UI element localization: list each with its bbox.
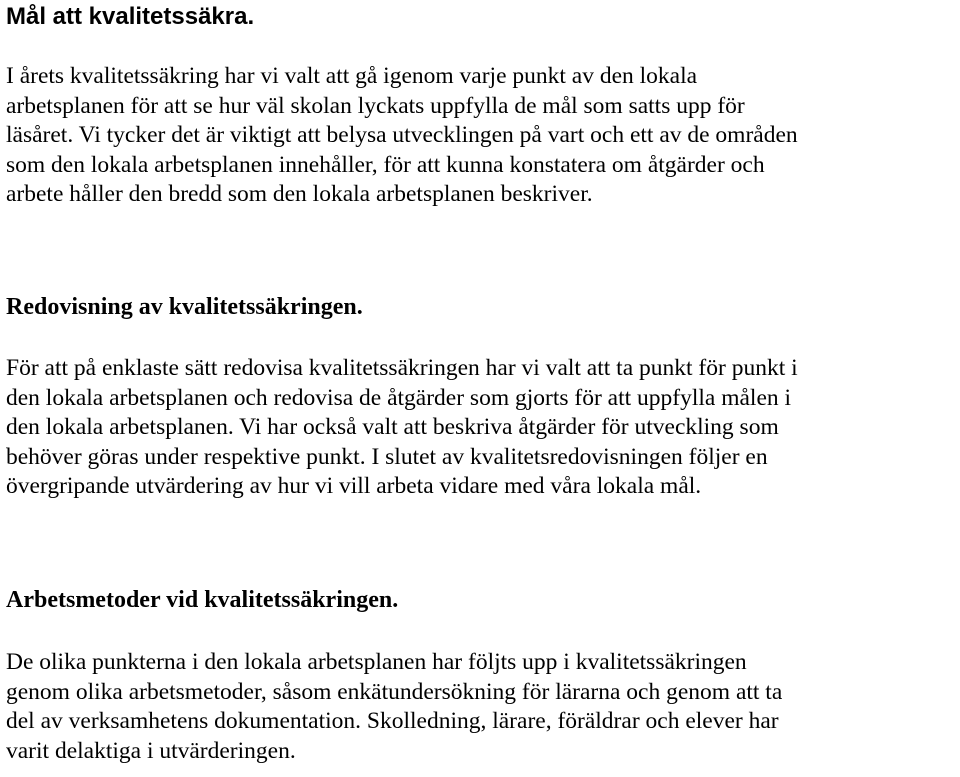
paragraph-line: varit delaktiga i utvärderingen. xyxy=(6,737,296,764)
paragraph-line: I årets kvalitetssäkring har vi valt att gå igenom varje punkt av den lokala xyxy=(6,63,698,89)
paragraph-line: behöver göras under respektive punkt. I slutet av kvalitetsredovisningen följer en xyxy=(6,443,768,470)
paragraph-line: övergripande utvärdering av hur vi vill arbeta vidare med våra lokala mål. xyxy=(6,473,702,499)
section-heading-arbetsmetoder: Arbetsmetoder vid kvalitetssäkringen. xyxy=(6,587,399,613)
paragraph-mal xyxy=(6,62,798,210)
paragraph-line: För att på enklaste sätt redovisa kvalitetssäkringen har vi valt att ta punkt för punkt i xyxy=(6,355,798,381)
paragraph-line: del av verksamhetens dokumentation. Skolledning, lärare, föräldrar och elever har xyxy=(6,708,779,734)
paragraph-line: arbetsplanen för att se hur väl skolan lyckats uppfylla de mål som satts upp för xyxy=(6,92,745,119)
paragraph-line: De olika punkterna i den lokala arbetsplanen har följts upp i kvalitetssäkringen xyxy=(6,649,747,675)
section-heading-redovisning: Redovisning av kvalitetssäkringen. xyxy=(6,294,363,320)
section-heading-mal: Mål att kvalitetssäkra. xyxy=(6,3,255,30)
paragraph-line: den lokala arbetsplanen och redovisa de åtgärder som gjorts för att uppfylla målen i xyxy=(6,384,792,411)
paragraph-line: genom olika arbetsmetoder, såsom enkätundersökning för lärarna och genom att ta xyxy=(6,678,783,705)
paragraph-line: läsåret. Vi tycker det är viktigt att belysa utvecklingen på vart och ett av de områden xyxy=(6,122,798,148)
paragraph-line: arbete håller den bredd som den lokala arbetsplanen beskriver. xyxy=(6,181,593,207)
paragraph-arbetsmetoder xyxy=(6,648,782,766)
paragraph-redovisning xyxy=(6,354,798,502)
paragraph-line: den lokala arbetsplanen. Vi har också valt att beskriva åtgärder för utveckling som xyxy=(6,414,779,440)
paragraph-line: som den lokala arbetsplanen innehåller, för att kunna konstatera om åtgärder och xyxy=(6,151,765,178)
